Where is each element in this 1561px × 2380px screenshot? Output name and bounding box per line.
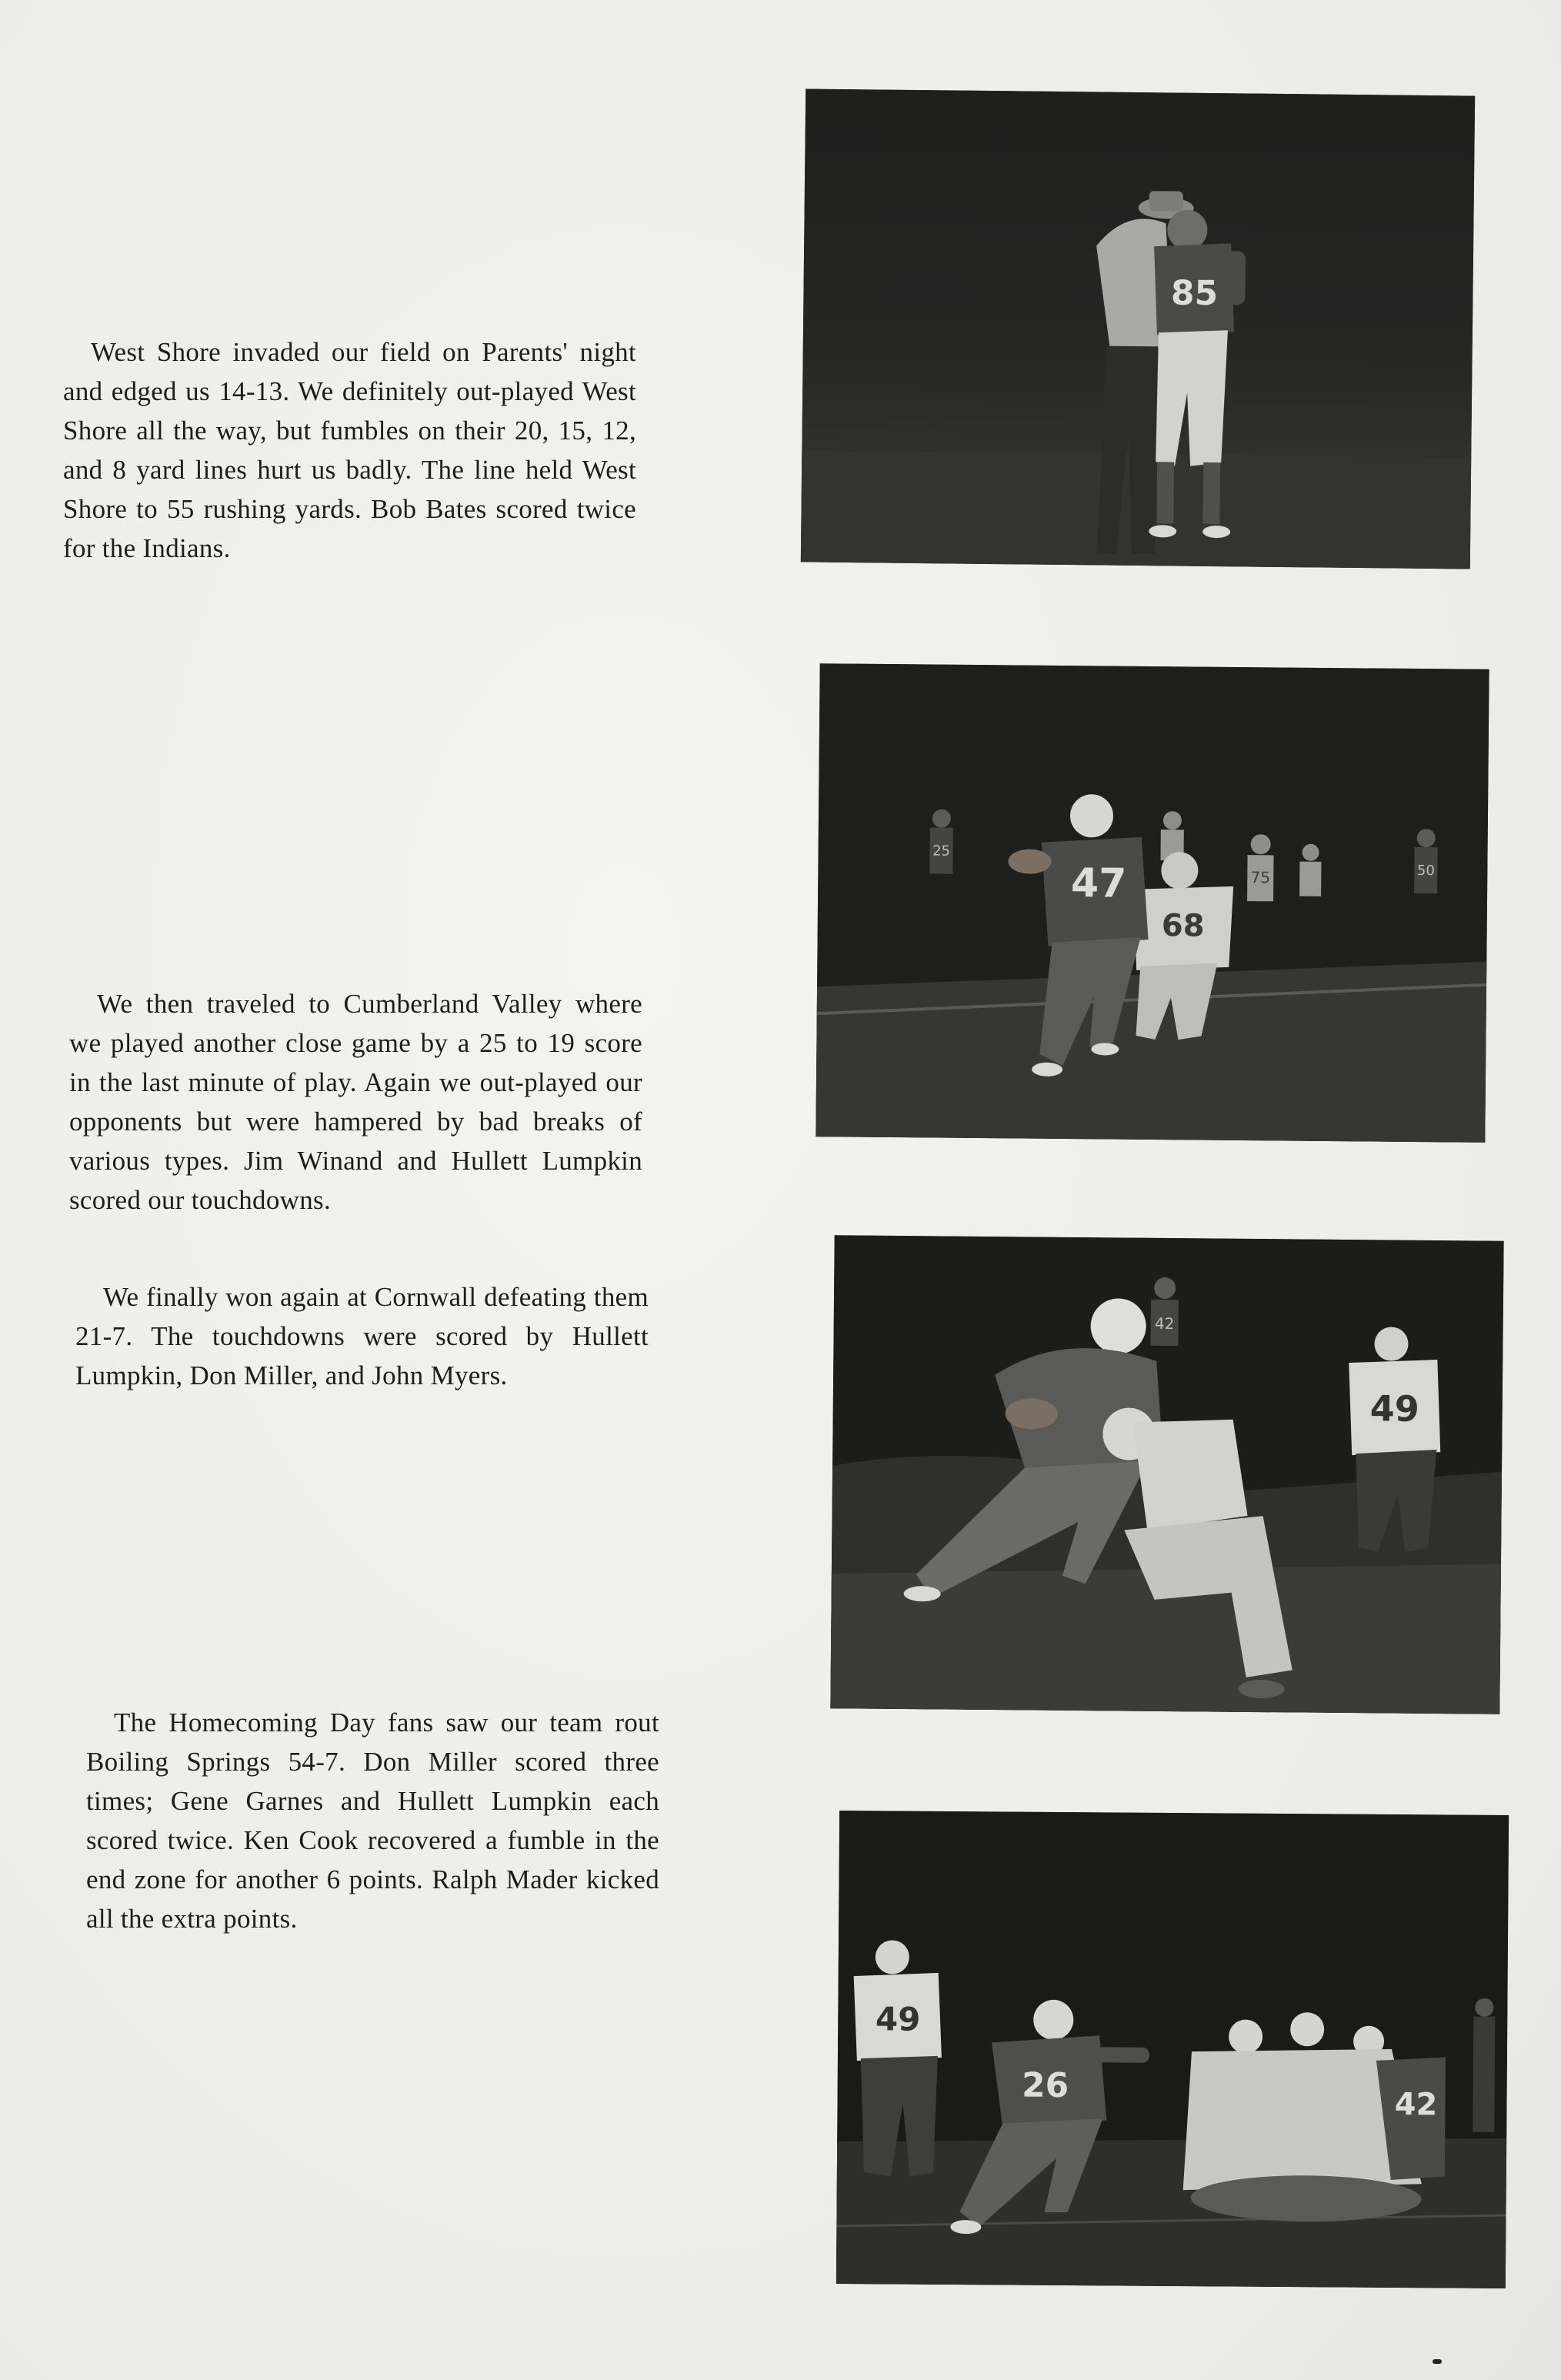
jersey-number-47: 47 [1070, 860, 1127, 907]
jersey-number-49: 49 [875, 2000, 921, 2038]
photo-pileup-play [836, 1811, 1509, 2288]
jersey-number-42: 42 [1394, 2087, 1438, 2123]
jersey-number-25: 25 [932, 843, 951, 860]
jersey-number-85: 85 [1170, 273, 1219, 314]
photo-ball-carrier-47-image [816, 663, 1489, 1143]
paragraph-cumberland-valley-game: We then traveled to Cumberland Valley where we played another close game by a 25 to 19 score in the last minute of play. Again we out-played our opponents but were hampered by bad breaks of various types. Jim Winand and Hullett Lumpkin scored our touchdowns. [69, 989, 642, 1215]
jersey-number-68: 68 [1161, 908, 1205, 944]
jersey-number-50: 50 [1416, 863, 1435, 880]
photo-coach-and-player-image [801, 88, 1475, 569]
paragraph-cornwall-game: We finally won again at Cornwall defeating them 21-7. The touchdowns were scored by Hullett Lumpkin, Don Miller, and John Myers. [75, 1282, 649, 1390]
photo-tackle-play [830, 1235, 1503, 1714]
paragraph-west-shore-game: West Shore invaded our field on Parents' night and edged us 14-13. We definitely out-played West Shore all the way, but fumbles on their 20, 15, 12, and 8 yard lines hurt us badly. The line held West Shore to 55 rushing yards. Bob Bates scored twice for the Indians. [63, 337, 636, 563]
jersey-number-42: 42 [1154, 1314, 1175, 1334]
paragraph-homecoming-game: The Homecoming Day fans saw our team rout Boiling Springs 54-7. Don Miller scored three times; Gene Garnes and Hullett Lumpkin each scored twice. Ken Cook recovered a fumble in the end zone for another 6 points. Ralph Mader kicked all the extra points. [86, 1707, 659, 1934]
jersey-number-49: 49 [1369, 1387, 1420, 1430]
photo-coach-and-player [801, 88, 1475, 569]
page-corner-mark [1433, 2359, 1442, 2364]
jersey-number-26: 26 [1021, 2065, 1069, 2106]
photo-ball-carrier-47 [816, 663, 1489, 1143]
jersey-number-75: 75 [1250, 868, 1271, 887]
photo-tackle-play-image [830, 1235, 1503, 1714]
photo-pileup-play-image [836, 1811, 1509, 2288]
